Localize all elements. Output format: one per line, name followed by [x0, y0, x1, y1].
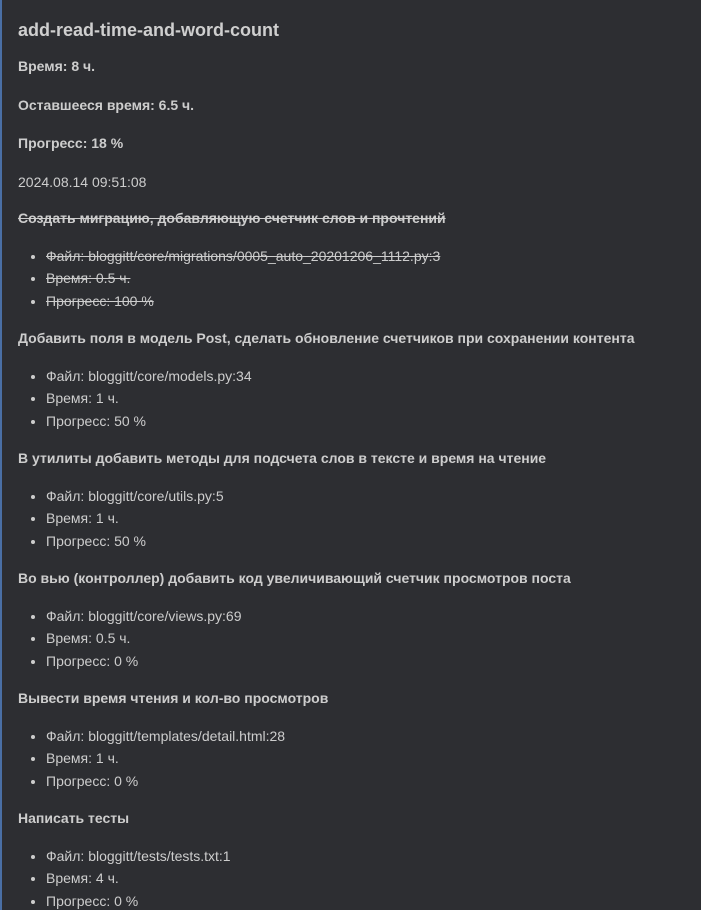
task-progress: • Прогресс: 100 % [46, 290, 691, 313]
task-file: • Файл: bloggitt/core/utils.py:5 [46, 485, 691, 508]
task-progress: • Прогресс: 0 % [46, 770, 691, 793]
task-details [18, 245, 691, 313]
task-file: • Файл: bloggitt/tests/tests.txt:1 [46, 845, 691, 868]
task-progress: • Прогресс: 50 % [46, 530, 691, 553]
task-progress: • Прогресс: 0 % [46, 650, 691, 673]
task-progress: • Прогресс: 0 % [46, 890, 691, 910]
task-time: • Время: 0.5 ч. [46, 267, 691, 290]
task-file: • Файл: bloggitt/core/migrations/0005_auto_20201206_1112.py:3 [46, 245, 691, 268]
task-details [18, 485, 691, 553]
task-time: • Время: 0.5 ч. [46, 627, 691, 650]
task-title: Создать миграцию, добавляющую счетчик слов и прочтений [18, 210, 446, 226]
remaining-time: Оставшееся время: 6.5 ч. [18, 96, 195, 113]
task-title: Написать тесты [18, 810, 130, 826]
total-progress: Прогресс: 18 % [18, 135, 124, 151]
task-details [18, 365, 691, 433]
task-time: • Время: 4 ч. [46, 867, 691, 890]
task-time: • Время: 1 ч. [46, 387, 691, 410]
total-time: Время: 8 ч. [18, 58, 96, 74]
task-report [18, 17, 691, 910]
task-title: Добавить поля в модель Post, сделать обновление счетчиков при сохранении контента [18, 330, 635, 346]
task-time: • Время: 1 ч. [46, 747, 691, 770]
task-title: Вывести время чтения и кол-во просмотров [18, 690, 329, 706]
task-title: В утилиты добавить методы для подсчета слов в тексте и время на чтение [18, 450, 547, 466]
page-title: add-read-time-and-word-count [18, 20, 279, 40]
task-details [18, 725, 691, 793]
task-file: • Файл: bloggitt/core/views.py:69 [46, 605, 691, 628]
task-details [18, 845, 691, 910]
task-progress: • Прогресс: 50 % [46, 410, 691, 433]
task-details [18, 605, 691, 673]
task-file: • Файл: bloggitt/templates/detail.html:28 [46, 725, 691, 748]
task-title: Во вью (контроллер) добавить код увеличивающий счетчик просмотров поста [18, 570, 571, 586]
timestamp: 2024.08.14 09:51:08 [18, 173, 147, 190]
task-time: • Время: 1 ч. [46, 507, 691, 530]
task-file: • Файл: bloggitt/core/models.py:34 [46, 365, 691, 388]
left-accent-border [0, 0, 2, 910]
